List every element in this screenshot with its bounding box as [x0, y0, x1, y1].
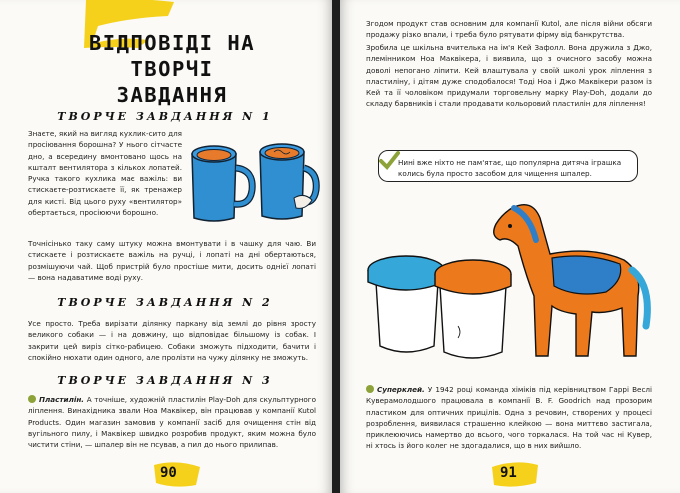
section3-bold-lead: Пластилін.: [39, 395, 85, 404]
clay-horse: [494, 205, 648, 356]
bottom-bold-lead: Суперклей.: [377, 385, 425, 394]
mug-left: [192, 146, 252, 221]
section-title-3: ТВОРЧЕ ЗАВДАННЯ N 3: [57, 374, 273, 387]
green-bullet-icon: [366, 385, 374, 393]
blue-lid-jar: [368, 256, 444, 352]
section-title-2: ТВОРЧЕ ЗАВДАННЯ N 2: [57, 296, 273, 309]
section1-paragraph2: Точнісінько таку саму штуку можна вмонтувати і в чашку для чаю. Ви стискаєте і розтискаєте важіль на ручці, і лопаті на дні обертаються, розмішуючи чай. Щоб пристрій було простіше мити, досить однієї лопаті — вона надаватиме воді руху.: [28, 239, 316, 282]
page-number-right: 91: [500, 465, 517, 481]
play-doh-illustration: [362, 196, 654, 370]
right-paragraph2: Зробила це шкільна вчителька на ім'я Кей Зафолл. Вона дружила з Джо, племінником Ноа Маквікера, і виявила, що з очисного засобу можна доволі непогано ліпити. Кей влаштувала у своїй школі урок ліплення з пластиліну, і дітям дуже сподобалося! Тоді Ноа і Джо Маквікери разом із Кей та її чоловіком придумали торговельну марку Play-Doh, додали до складу барвників і стали продавати кольоровий пластилін для ліплення!: [366, 43, 652, 109]
callout-text: Нині вже ніхто не пам'ятає, що популярна дитяча іграшка колись була просто засобом для чищення шпалер.: [398, 158, 622, 178]
page-title: ВІДПОВІДІ НА ТВОРЧІ ЗАВДАННЯ: [88, 31, 256, 107]
right-bottom-paragraph: [366, 384, 652, 452]
book-gutter: [332, 0, 340, 493]
section-title-1: ТВОРЧЕ ЗАВДАННЯ N 1: [57, 110, 273, 123]
section3-text: А точніше, художній пластилін Play-Doh для скульптурного ліплення. Винахідника звали Ноа Маквікер, він працював у компанії Kutol Products. Один магазин замовив у компанії засіб для очищення стін від вугільного пилу, і Маквікер швидко розробив продукт, яким можна було чистити стіни, — шпалер він не псував, а пил до нього прилипав.: [28, 395, 316, 450]
page-number-brush: [150, 459, 204, 489]
mugs-illustration: [186, 138, 320, 230]
left-page: [0, 0, 332, 493]
right-paragraph1: Згодом продукт став основним для компанії Kutol, але після війни обсяги продажу різко впали, і треба було рятувати фірму від банкрутства.: [366, 19, 652, 40]
section2-paragraph: Усе просто. Треба вирізати ділянку паркану від землі до рівня зросту великого собаки — і на довжину, що відповідає більшому із собак. І закрити цей виріз сітко-рабицею. Собаки зможуть підходити, бачити і спокійно нюхати один одного, але пролізти на чужу ділянку не зможуть.: [28, 319, 316, 362]
green-bullet-icon: [28, 395, 36, 403]
section3-paragraph: [28, 394, 316, 450]
checkmark-icon: [378, 150, 400, 172]
bottom-text: У 1942 році команда хіміків під керівництвом Гаррі Веслі Куверамолодшого працювала в компанії B. F. Goodrich над прозорим пластиком для оптичних прицілів. Одна з речовин, створених у процесі розроблення, виявилася страшенно клейкою — вона миттєво застигала, приклеюючись намертво до всього, чого торкалася. На той час ні Кувер, ні хтось із його колег не здогадалися, що в них вийшло.: [366, 385, 652, 451]
page-number-left: 90: [160, 465, 177, 481]
orange-lid-jar: [435, 260, 511, 358]
section1-paragraph1: Знаєте, який на вигляд кухлик-сито для просіювання борошна? У нього сітчасте дно, а всередину вмонтовано щось на кшталт вентилятора з кількох лопатей. Ручка такого кухлика має важіль: ви стискаєте-розтискаєте її, як тренажер для кисті. Від цього руху «вентилятор» обертається, просіюючи борошно.: [28, 129, 182, 218]
mug-right: [260, 144, 316, 219]
